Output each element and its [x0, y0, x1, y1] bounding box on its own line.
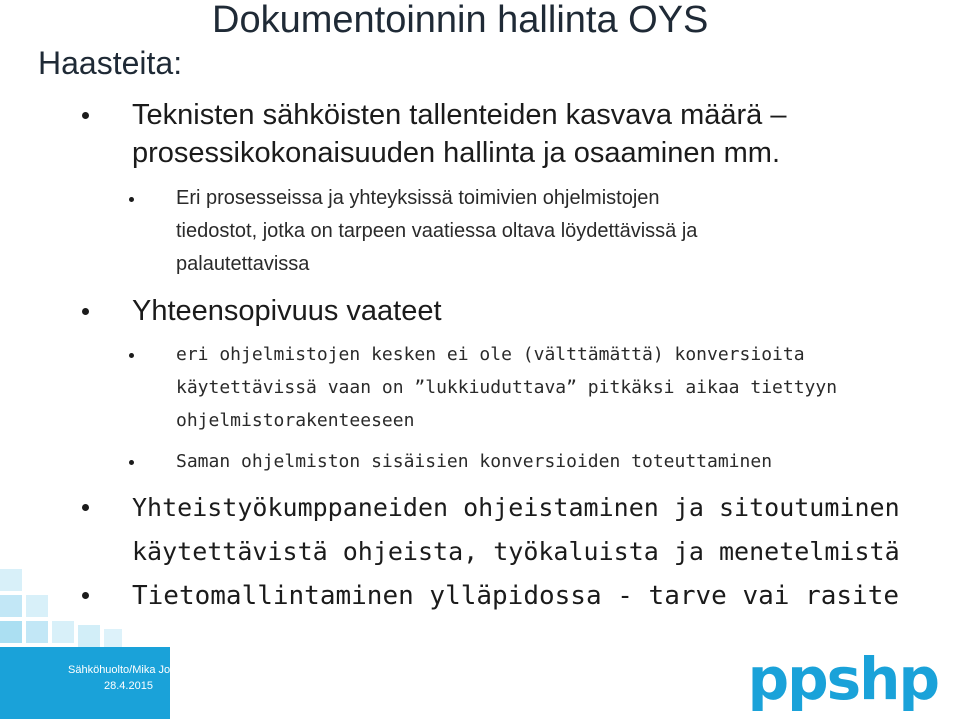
- bullet-compatibility: [132, 292, 442, 330]
- slide-subtitle: Haasteita:: [38, 45, 183, 81]
- bullet-line: Teknisten sähköisten tallenteiden kasvava määrä –: [132, 99, 787, 131]
- bullet-dot: [129, 353, 134, 358]
- bullet-line: käytettävistä ohjeista, työkaluista ja menetelmistä: [132, 537, 900, 566]
- footer-author: Sähköhuolto/Mika Joona: [68, 664, 189, 676]
- bullet-dot: [129, 460, 134, 465]
- bullet-modelling: [132, 574, 899, 618]
- bullet-line: Saman ohjelmiston sisäisien konversioiden toteuttaminen: [176, 451, 773, 472]
- bullet-line: Yhteistyökumppaneiden ohjeistaminen ja sitoutuminen: [132, 493, 900, 522]
- bullet-line: tiedostot, jotka on tarpeen vaatiessa oltava löydettävissä ja: [176, 220, 698, 242]
- bullet-line: Eri prosesseissa ja yhteyksissä toimivien ohjelmistojen: [176, 187, 660, 209]
- bullet-dot: [82, 308, 89, 315]
- sub-bullet-internal-conversions: [176, 445, 772, 478]
- bullet-line: ohjelmistorakenteeseen: [176, 410, 415, 431]
- bullet-line: prosessikokonaisuuden hallinta ja osaaminen mm.: [132, 137, 781, 169]
- ppshp-logo: ppshp: [747, 645, 938, 713]
- bullet-line: Tietomallintaminen ylläpidossa - tarve vai rasite: [132, 581, 900, 611]
- bullet-dot: [82, 504, 89, 511]
- bullet-dot: [129, 197, 134, 202]
- footer-pattern: [0, 569, 170, 719]
- bullet-partners: [132, 486, 900, 574]
- bullet-technical-recordings: [132, 96, 787, 172]
- bullet-line: Yhteensopivuus vaateet: [132, 295, 442, 327]
- bullet-dot: [82, 112, 89, 119]
- sub-bullet-software-files: [176, 182, 697, 281]
- bullet-line: palautettavissa: [176, 253, 310, 275]
- footer-date: 28.4.2015: [104, 680, 153, 692]
- bullet-line: eri ohjelmistojen kesken ei ole (välttämättä) konversioita: [176, 344, 805, 365]
- slide-title: Dokumentoinnin hallinta OYS: [212, 0, 709, 41]
- bullet-line: käytettävissä vaan on ”lukkiuduttava” pitkäksi aikaa tiettyyn: [176, 377, 838, 398]
- sub-bullet-conversions: [176, 338, 837, 437]
